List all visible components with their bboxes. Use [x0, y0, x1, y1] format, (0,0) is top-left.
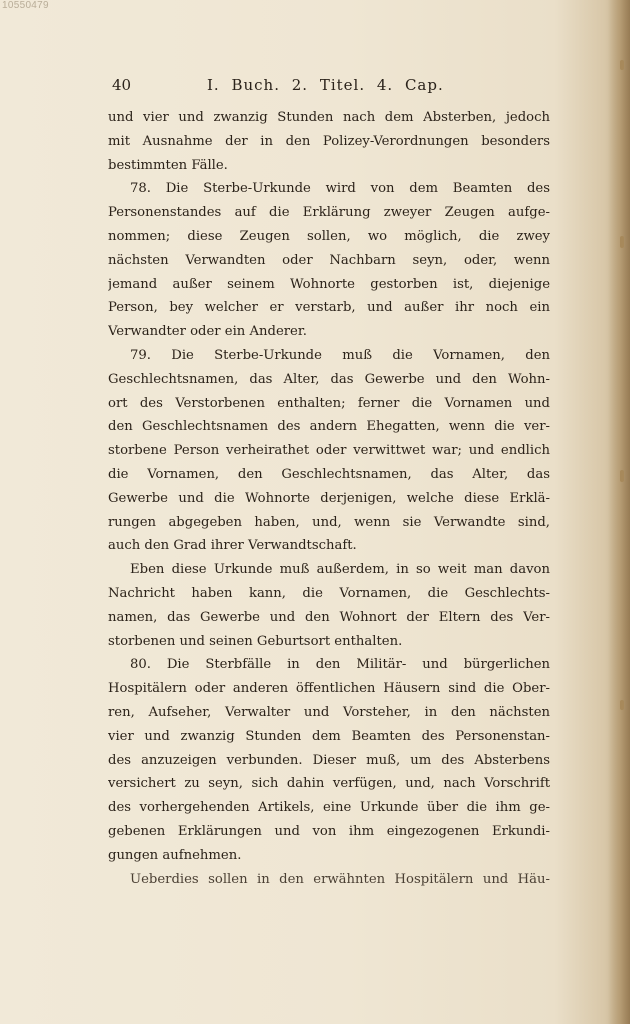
- page-number: 40: [112, 76, 132, 94]
- text-line: namen, das Gewerbe und den Wohnort der Eltern des Ver-: [108, 609, 550, 625]
- edge-mark: [620, 700, 624, 710]
- text-line: rungen abgegeben haben, und, wenn sie Verwandte sind,: [108, 514, 550, 530]
- paragraph-start: Eben diese Urkunde muß außerdem, in so weit man davon: [130, 562, 550, 578]
- paragraph-start: Ueberdies sollen in den erwähnten Hospitälern und Häu-: [130, 871, 550, 887]
- page-edge-shadow: [608, 0, 630, 1024]
- text-line: ren, Aufseher, Verwalter und Vorsteher, in den nächsten: [108, 704, 550, 720]
- text-line: nommen; diese Zeugen sollen, wo möglich, die zwey: [108, 228, 550, 244]
- text-line: des vorhergehenden Artikels, eine Urkunde über die ihm ge-: [108, 800, 550, 816]
- page-header: [112, 76, 552, 100]
- text-line: jemand außer seinem Wohnorte gestorben ist, diejenige: [108, 276, 550, 292]
- text-line: Geschlechtsnamen, das Alter, das Gewerbe und den Wohn-: [108, 371, 550, 387]
- text-line: Person, bey welcher er verstarb, und außer ihr noch ein: [108, 300, 550, 316]
- running-head: I. Buch. 2. Titel. 4. Cap.: [207, 76, 444, 94]
- text-line: des anzuzeigen verbunden. Dieser muß, um des Absterbens: [108, 752, 550, 768]
- text-line: ort des Verstorbenen enthalten; ferner die Vornamen und: [108, 395, 550, 411]
- text-line: gungen aufnehmen.: [108, 847, 242, 863]
- text-line: storbene Person verheirathet oder verwittwet war; und endlich: [108, 443, 550, 459]
- text-line: auch den Grad ihrer Verwandtschaft.: [108, 538, 357, 554]
- text-line: nächsten Verwandten oder Nachbarn seyn, oder, wenn: [108, 252, 550, 268]
- text-line: den Geschlechtsnamen des andern Ehegatten, wenn die ver-: [108, 419, 550, 435]
- edge-mark: [620, 236, 624, 248]
- text-line: vier und zwanzig Stunden dem Beamten des Personenstan-: [108, 728, 550, 744]
- text-line: versichert zu seyn, sich dahin verfügen, und, nach Vorschrift: [108, 776, 550, 792]
- text-line: und vier und zwanzig Stunden nach dem Absterben, jedoch: [108, 110, 550, 125]
- catalog-id: 10550479: [2, 0, 49, 11]
- article-80-start: 80. Die Sterbfälle in den Militär- und bürgerlichen: [130, 657, 550, 673]
- text-line: mit Ausnahme der in den Polizey-Verordnungen besonders: [108, 133, 550, 149]
- text-line: Gewerbe und die Wohnorte derjenigen, welche diese Erklä-: [108, 490, 550, 506]
- edge-mark: [620, 470, 624, 482]
- text-line: bestimmten Fälle.: [108, 157, 228, 173]
- text-line: gebenen Erklärungen und von ihm eingezogenen Erkundi-: [108, 823, 550, 839]
- text-line: Hospitälern oder anderen öffentlichen Häusern sind die Ober-: [108, 681, 550, 697]
- body-text: [108, 106, 550, 891]
- edge-mark: [620, 60, 624, 70]
- text-line: storbenen und seinen Geburtsort enthalten.: [108, 633, 403, 649]
- article-78-start: 78. Die Sterbe-Urkunde wird von dem Beamten des: [130, 181, 550, 197]
- text-line: Nachricht haben kann, die Vornamen, die Geschlechts-: [108, 585, 550, 601]
- text-line: Verwandter oder ein Anderer.: [108, 324, 307, 340]
- article-79-start: 79. Die Sterbe-Urkunde muß die Vornamen, den: [130, 347, 550, 363]
- text-line: die Vornamen, den Geschlechtsnamen, das Alter, das: [108, 466, 550, 482]
- text-line: Personenstandes auf die Erklärung zweyer Zeugen aufge-: [108, 205, 550, 221]
